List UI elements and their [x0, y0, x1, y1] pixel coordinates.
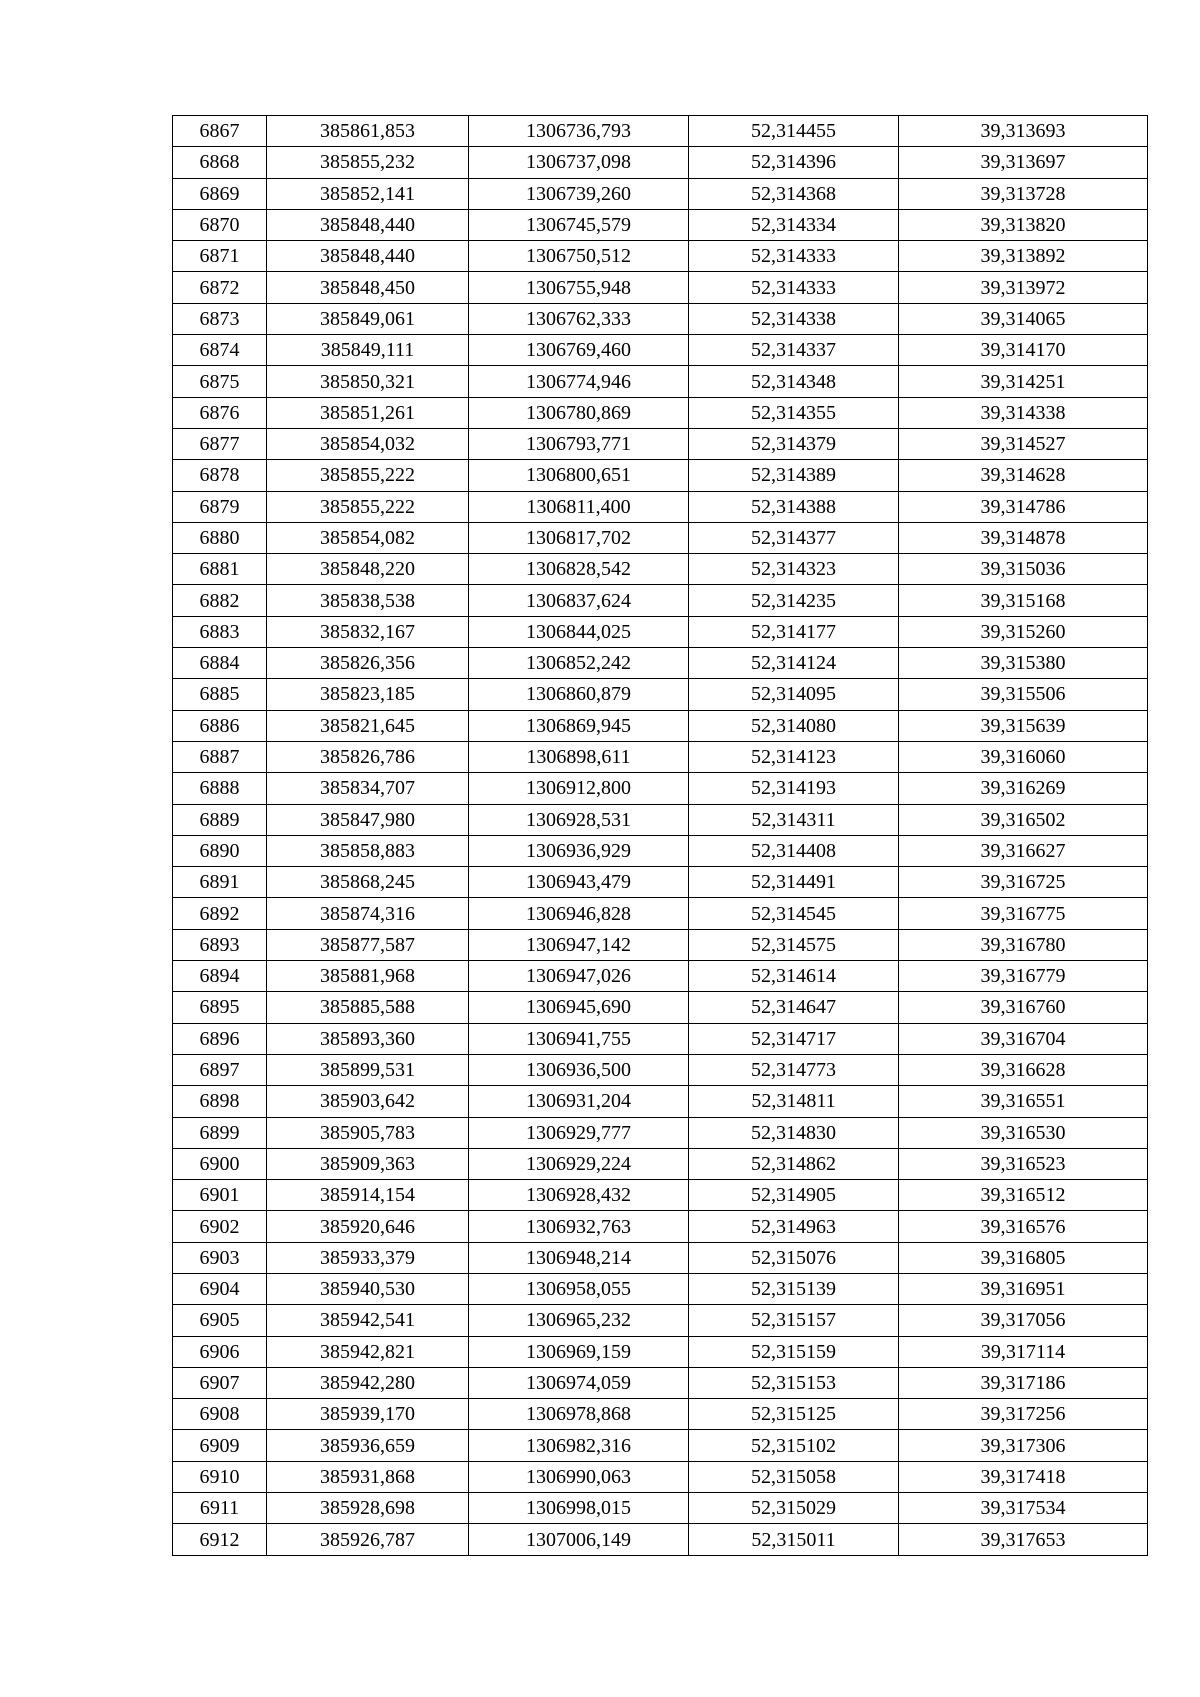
table-row: [173, 522, 1148, 553]
x-coordinate-cell: 385885,588: [267, 992, 469, 1023]
point-number-cell: 6906: [173, 1336, 267, 1367]
longitude-cell: 39,316551: [899, 1086, 1148, 1117]
y-coordinate-cell: 1306946,828: [469, 898, 689, 929]
x-coordinate-cell: 385849,111: [267, 335, 469, 366]
point-number-cell: 6892: [173, 898, 267, 929]
table-row: [173, 835, 1148, 866]
y-coordinate-cell: 1306958,055: [469, 1273, 689, 1304]
table-row: [173, 804, 1148, 835]
table-row: [173, 1054, 1148, 1085]
x-coordinate-cell: 385909,363: [267, 1148, 469, 1179]
longitude-cell: 39,316512: [899, 1180, 1148, 1211]
latitude-cell: 52,314811: [689, 1086, 899, 1117]
y-coordinate-cell: 1306737,098: [469, 147, 689, 178]
longitude-cell: 39,314170: [899, 335, 1148, 366]
table-row: [173, 1430, 1148, 1461]
longitude-cell: 39,316780: [899, 929, 1148, 960]
x-coordinate-cell: 385848,220: [267, 554, 469, 585]
longitude-cell: 39,317418: [899, 1461, 1148, 1492]
table-row: [173, 241, 1148, 272]
x-coordinate-cell: 385848,440: [267, 209, 469, 240]
table-row: [173, 1524, 1148, 1555]
latitude-cell: 52,314717: [689, 1023, 899, 1054]
table-row: [173, 867, 1148, 898]
point-number-cell: 6874: [173, 335, 267, 366]
longitude-cell: 39,315380: [899, 648, 1148, 679]
point-number-cell: 6875: [173, 366, 267, 397]
x-coordinate-cell: 385905,783: [267, 1117, 469, 1148]
latitude-cell: 52,314338: [689, 303, 899, 334]
latitude-cell: 52,314323: [689, 554, 899, 585]
table-row: [173, 1273, 1148, 1304]
table-row: [173, 335, 1148, 366]
longitude-cell: 39,314786: [899, 491, 1148, 522]
x-coordinate-cell: 385926,787: [267, 1524, 469, 1555]
longitude-cell: 39,315639: [899, 710, 1148, 741]
point-number-cell: 6888: [173, 773, 267, 804]
y-coordinate-cell: 1306860,879: [469, 679, 689, 710]
y-coordinate-cell: 1306928,531: [469, 804, 689, 835]
table-row: [173, 366, 1148, 397]
point-number-cell: 6886: [173, 710, 267, 741]
table-row: [173, 1242, 1148, 1273]
x-coordinate-cell: 385832,167: [267, 616, 469, 647]
x-coordinate-cell: 385942,821: [267, 1336, 469, 1367]
x-coordinate-cell: 385848,450: [267, 272, 469, 303]
point-number-cell: 6905: [173, 1305, 267, 1336]
y-coordinate-cell: 1306745,579: [469, 209, 689, 240]
table-row: [173, 773, 1148, 804]
latitude-cell: 52,314348: [689, 366, 899, 397]
latitude-cell: 52,314177: [689, 616, 899, 647]
longitude-cell: 39,314527: [899, 428, 1148, 459]
y-coordinate-cell: 1306912,800: [469, 773, 689, 804]
latitude-cell: 52,314337: [689, 335, 899, 366]
y-coordinate-cell: 1306982,316: [469, 1430, 689, 1461]
y-coordinate-cell: 1306948,214: [469, 1242, 689, 1273]
x-coordinate-cell: 385933,379: [267, 1242, 469, 1273]
table-row: [173, 147, 1148, 178]
y-coordinate-cell: 1306844,025: [469, 616, 689, 647]
longitude-cell: 39,316779: [899, 961, 1148, 992]
y-coordinate-cell: 1306774,946: [469, 366, 689, 397]
point-number-cell: 6908: [173, 1399, 267, 1430]
x-coordinate-cell: 385940,530: [267, 1273, 469, 1304]
point-number-cell: 6889: [173, 804, 267, 835]
table-row: [173, 648, 1148, 679]
longitude-cell: 39,313728: [899, 178, 1148, 209]
table-row: [173, 460, 1148, 491]
longitude-cell: 39,316523: [899, 1148, 1148, 1179]
latitude-cell: 52,314905: [689, 1180, 899, 1211]
point-number-cell: 6872: [173, 272, 267, 303]
y-coordinate-cell: 1306800,651: [469, 460, 689, 491]
longitude-cell: 39,316725: [899, 867, 1148, 898]
table-row: [173, 1023, 1148, 1054]
longitude-cell: 39,317256: [899, 1399, 1148, 1430]
y-coordinate-cell: 1306769,460: [469, 335, 689, 366]
point-number-cell: 6876: [173, 397, 267, 428]
point-number-cell: 6867: [173, 116, 267, 147]
y-coordinate-cell: 1306762,333: [469, 303, 689, 334]
latitude-cell: 52,315102: [689, 1430, 899, 1461]
point-number-cell: 6884: [173, 648, 267, 679]
table-row: [173, 1399, 1148, 1430]
y-coordinate-cell: 1306928,432: [469, 1180, 689, 1211]
table-row: [173, 491, 1148, 522]
longitude-cell: 39,313892: [899, 241, 1148, 272]
latitude-cell: 52,314333: [689, 272, 899, 303]
latitude-cell: 52,314773: [689, 1054, 899, 1085]
point-number-cell: 6909: [173, 1430, 267, 1461]
x-coordinate-cell: 385834,707: [267, 773, 469, 804]
latitude-cell: 52,314123: [689, 741, 899, 772]
latitude-cell: 52,314235: [689, 585, 899, 616]
y-coordinate-cell: 1306978,868: [469, 1399, 689, 1430]
y-coordinate-cell: 1306998,015: [469, 1493, 689, 1524]
longitude-cell: 39,317186: [899, 1367, 1148, 1398]
x-coordinate-cell: 385942,541: [267, 1305, 469, 1336]
y-coordinate-cell: 1306898,611: [469, 741, 689, 772]
table-row: [173, 554, 1148, 585]
x-coordinate-cell: 385826,786: [267, 741, 469, 772]
y-coordinate-cell: 1306931,204: [469, 1086, 689, 1117]
x-coordinate-cell: 385855,232: [267, 147, 469, 178]
longitude-cell: 39,316530: [899, 1117, 1148, 1148]
y-coordinate-cell: 1306932,763: [469, 1211, 689, 1242]
table-row: [173, 898, 1148, 929]
longitude-cell: 39,316704: [899, 1023, 1148, 1054]
table-row: [173, 1305, 1148, 1336]
x-coordinate-cell: 385858,883: [267, 835, 469, 866]
longitude-cell: 39,315260: [899, 616, 1148, 647]
x-coordinate-cell: 385854,082: [267, 522, 469, 553]
point-number-cell: 6883: [173, 616, 267, 647]
x-coordinate-cell: 385850,321: [267, 366, 469, 397]
table-row: [173, 397, 1148, 428]
latitude-cell: 52,314408: [689, 835, 899, 866]
point-number-cell: 6907: [173, 1367, 267, 1398]
latitude-cell: 52,314647: [689, 992, 899, 1023]
y-coordinate-cell: 1306828,542: [469, 554, 689, 585]
longitude-cell: 39,316805: [899, 1242, 1148, 1273]
point-number-cell: 6868: [173, 147, 267, 178]
longitude-cell: 39,316060: [899, 741, 1148, 772]
longitude-cell: 39,314338: [899, 397, 1148, 428]
x-coordinate-cell: 385920,646: [267, 1211, 469, 1242]
y-coordinate-cell: 1306945,690: [469, 992, 689, 1023]
table-row: [173, 992, 1148, 1023]
point-number-cell: 6902: [173, 1211, 267, 1242]
table-row: [173, 679, 1148, 710]
point-number-cell: 6897: [173, 1054, 267, 1085]
latitude-cell: 52,314614: [689, 961, 899, 992]
longitude-cell: 39,314878: [899, 522, 1148, 553]
x-coordinate-cell: 385942,280: [267, 1367, 469, 1398]
point-number-cell: 6901: [173, 1180, 267, 1211]
longitude-cell: 39,313697: [899, 147, 1148, 178]
table-row: [173, 209, 1148, 240]
x-coordinate-cell: 385823,185: [267, 679, 469, 710]
point-number-cell: 6877: [173, 428, 267, 459]
table-row: [173, 428, 1148, 459]
point-number-cell: 6880: [173, 522, 267, 553]
longitude-cell: 39,316576: [899, 1211, 1148, 1242]
table-row: [173, 178, 1148, 209]
latitude-cell: 52,315076: [689, 1242, 899, 1273]
x-coordinate-cell: 385877,587: [267, 929, 469, 960]
point-number-cell: 6896: [173, 1023, 267, 1054]
point-number-cell: 6878: [173, 460, 267, 491]
x-coordinate-cell: 385849,061: [267, 303, 469, 334]
longitude-cell: 39,315506: [899, 679, 1148, 710]
point-number-cell: 6873: [173, 303, 267, 334]
y-coordinate-cell: 1306852,242: [469, 648, 689, 679]
point-number-cell: 6904: [173, 1273, 267, 1304]
y-coordinate-cell: 1306990,063: [469, 1461, 689, 1492]
latitude-cell: 52,314455: [689, 116, 899, 147]
table-row: [173, 741, 1148, 772]
point-number-cell: 6870: [173, 209, 267, 240]
latitude-cell: 52,314491: [689, 867, 899, 898]
latitude-cell: 52,314575: [689, 929, 899, 960]
y-coordinate-cell: 1306943,479: [469, 867, 689, 898]
latitude-cell: 52,314193: [689, 773, 899, 804]
x-coordinate-cell: 385848,440: [267, 241, 469, 272]
latitude-cell: 52,315125: [689, 1399, 899, 1430]
point-number-cell: 6895: [173, 992, 267, 1023]
x-coordinate-cell: 385874,316: [267, 898, 469, 929]
point-number-cell: 6911: [173, 1493, 267, 1524]
point-number-cell: 6893: [173, 929, 267, 960]
y-coordinate-cell: 1306929,777: [469, 1117, 689, 1148]
x-coordinate-cell: 385931,868: [267, 1461, 469, 1492]
x-coordinate-cell: 385861,853: [267, 116, 469, 147]
table-row: [173, 1461, 1148, 1492]
table-row: [173, 585, 1148, 616]
latitude-cell: 52,314095: [689, 679, 899, 710]
y-coordinate-cell: 1306869,945: [469, 710, 689, 741]
longitude-cell: 39,317534: [899, 1493, 1148, 1524]
longitude-cell: 39,316502: [899, 804, 1148, 835]
table-row: [173, 1336, 1148, 1367]
x-coordinate-cell: 385852,141: [267, 178, 469, 209]
table-row: [173, 1117, 1148, 1148]
longitude-cell: 39,317056: [899, 1305, 1148, 1336]
latitude-cell: 52,314396: [689, 147, 899, 178]
point-number-cell: 6891: [173, 867, 267, 898]
longitude-cell: 39,313693: [899, 116, 1148, 147]
y-coordinate-cell: 1306817,702: [469, 522, 689, 553]
y-coordinate-cell: 1306974,059: [469, 1367, 689, 1398]
point-number-cell: 6869: [173, 178, 267, 209]
longitude-cell: 39,314251: [899, 366, 1148, 397]
y-coordinate-cell: 1306965,232: [469, 1305, 689, 1336]
y-coordinate-cell: 1306929,224: [469, 1148, 689, 1179]
latitude-cell: 52,314545: [689, 898, 899, 929]
x-coordinate-cell: 385855,222: [267, 491, 469, 522]
x-coordinate-cell: 385881,968: [267, 961, 469, 992]
latitude-cell: 52,315011: [689, 1524, 899, 1555]
y-coordinate-cell: 1306750,512: [469, 241, 689, 272]
table-row: [173, 710, 1148, 741]
point-number-cell: 6903: [173, 1242, 267, 1273]
point-number-cell: 6912: [173, 1524, 267, 1555]
longitude-cell: 39,315168: [899, 585, 1148, 616]
point-number-cell: 6871: [173, 241, 267, 272]
y-coordinate-cell: 1306969,159: [469, 1336, 689, 1367]
longitude-cell: 39,317653: [899, 1524, 1148, 1555]
y-coordinate-cell: 1306793,771: [469, 428, 689, 459]
x-coordinate-cell: 385838,538: [267, 585, 469, 616]
table-row: [173, 1148, 1148, 1179]
x-coordinate-cell: 385899,531: [267, 1054, 469, 1085]
y-coordinate-cell: 1306755,948: [469, 272, 689, 303]
point-number-cell: 6890: [173, 835, 267, 866]
latitude-cell: 52,315153: [689, 1367, 899, 1398]
latitude-cell: 52,314124: [689, 648, 899, 679]
x-coordinate-cell: 385851,261: [267, 397, 469, 428]
table-row: [173, 1211, 1148, 1242]
longitude-cell: 39,313820: [899, 209, 1148, 240]
longitude-cell: 39,316269: [899, 773, 1148, 804]
x-coordinate-cell: 385855,222: [267, 460, 469, 491]
latitude-cell: 52,314333: [689, 241, 899, 272]
latitude-cell: 52,314334: [689, 209, 899, 240]
longitude-cell: 39,317306: [899, 1430, 1148, 1461]
table-row: [173, 116, 1148, 147]
table-row: [173, 272, 1148, 303]
point-number-cell: 6894: [173, 961, 267, 992]
x-coordinate-cell: 385826,356: [267, 648, 469, 679]
point-number-cell: 6898: [173, 1086, 267, 1117]
x-coordinate-cell: 385868,245: [267, 867, 469, 898]
latitude-cell: 52,315159: [689, 1336, 899, 1367]
y-coordinate-cell: 1306936,929: [469, 835, 689, 866]
table-row: [173, 1367, 1148, 1398]
x-coordinate-cell: 385893,360: [267, 1023, 469, 1054]
longitude-cell: 39,316627: [899, 835, 1148, 866]
x-coordinate-cell: 385847,980: [267, 804, 469, 835]
point-number-cell: 6881: [173, 554, 267, 585]
latitude-cell: 52,314311: [689, 804, 899, 835]
longitude-cell: 39,314628: [899, 460, 1148, 491]
table-row: [173, 616, 1148, 647]
x-coordinate-cell: 385821,645: [267, 710, 469, 741]
table-row: [173, 929, 1148, 960]
x-coordinate-cell: 385854,032: [267, 428, 469, 459]
x-coordinate-cell: 385936,659: [267, 1430, 469, 1461]
y-coordinate-cell: 1306947,026: [469, 961, 689, 992]
longitude-cell: 39,317114: [899, 1336, 1148, 1367]
latitude-cell: 52,315157: [689, 1305, 899, 1336]
latitude-cell: 52,314379: [689, 428, 899, 459]
longitude-cell: 39,316628: [899, 1054, 1148, 1085]
x-coordinate-cell: 385928,698: [267, 1493, 469, 1524]
latitude-cell: 52,314963: [689, 1211, 899, 1242]
longitude-cell: 39,316951: [899, 1273, 1148, 1304]
point-number-cell: 6910: [173, 1461, 267, 1492]
point-number-cell: 6879: [173, 491, 267, 522]
point-number-cell: 6900: [173, 1148, 267, 1179]
latitude-cell: 52,314389: [689, 460, 899, 491]
y-coordinate-cell: 1306947,142: [469, 929, 689, 960]
table-row: [173, 961, 1148, 992]
y-coordinate-cell: 1307006,149: [469, 1524, 689, 1555]
x-coordinate-cell: 385903,642: [267, 1086, 469, 1117]
longitude-cell: 39,314065: [899, 303, 1148, 334]
x-coordinate-cell: 385914,154: [267, 1180, 469, 1211]
longitude-cell: 39,316760: [899, 992, 1148, 1023]
longitude-cell: 39,315036: [899, 554, 1148, 585]
y-coordinate-cell: 1306736,793: [469, 116, 689, 147]
y-coordinate-cell: 1306941,755: [469, 1023, 689, 1054]
table-row: [173, 1180, 1148, 1211]
table-row: [173, 1493, 1148, 1524]
latitude-cell: 52,314080: [689, 710, 899, 741]
point-number-cell: 6887: [173, 741, 267, 772]
longitude-cell: 39,316775: [899, 898, 1148, 929]
point-number-cell: 6882: [173, 585, 267, 616]
y-coordinate-cell: 1306936,500: [469, 1054, 689, 1085]
coordinates-table: [172, 115, 1148, 1556]
y-coordinate-cell: 1306811,400: [469, 491, 689, 522]
latitude-cell: 52,315139: [689, 1273, 899, 1304]
coordinates-table-body: [173, 116, 1148, 1556]
point-number-cell: 6885: [173, 679, 267, 710]
latitude-cell: 52,314388: [689, 491, 899, 522]
y-coordinate-cell: 1306837,624: [469, 585, 689, 616]
table-row: [173, 1086, 1148, 1117]
longitude-cell: 39,313972: [899, 272, 1148, 303]
latitude-cell: 52,314862: [689, 1148, 899, 1179]
latitude-cell: 52,315029: [689, 1493, 899, 1524]
x-coordinate-cell: 385939,170: [267, 1399, 469, 1430]
latitude-cell: 52,314355: [689, 397, 899, 428]
y-coordinate-cell: 1306739,260: [469, 178, 689, 209]
latitude-cell: 52,315058: [689, 1461, 899, 1492]
y-coordinate-cell: 1306780,869: [469, 397, 689, 428]
latitude-cell: 52,314830: [689, 1117, 899, 1148]
table-row: [173, 303, 1148, 334]
point-number-cell: 6899: [173, 1117, 267, 1148]
latitude-cell: 52,314368: [689, 178, 899, 209]
latitude-cell: 52,314377: [689, 522, 899, 553]
